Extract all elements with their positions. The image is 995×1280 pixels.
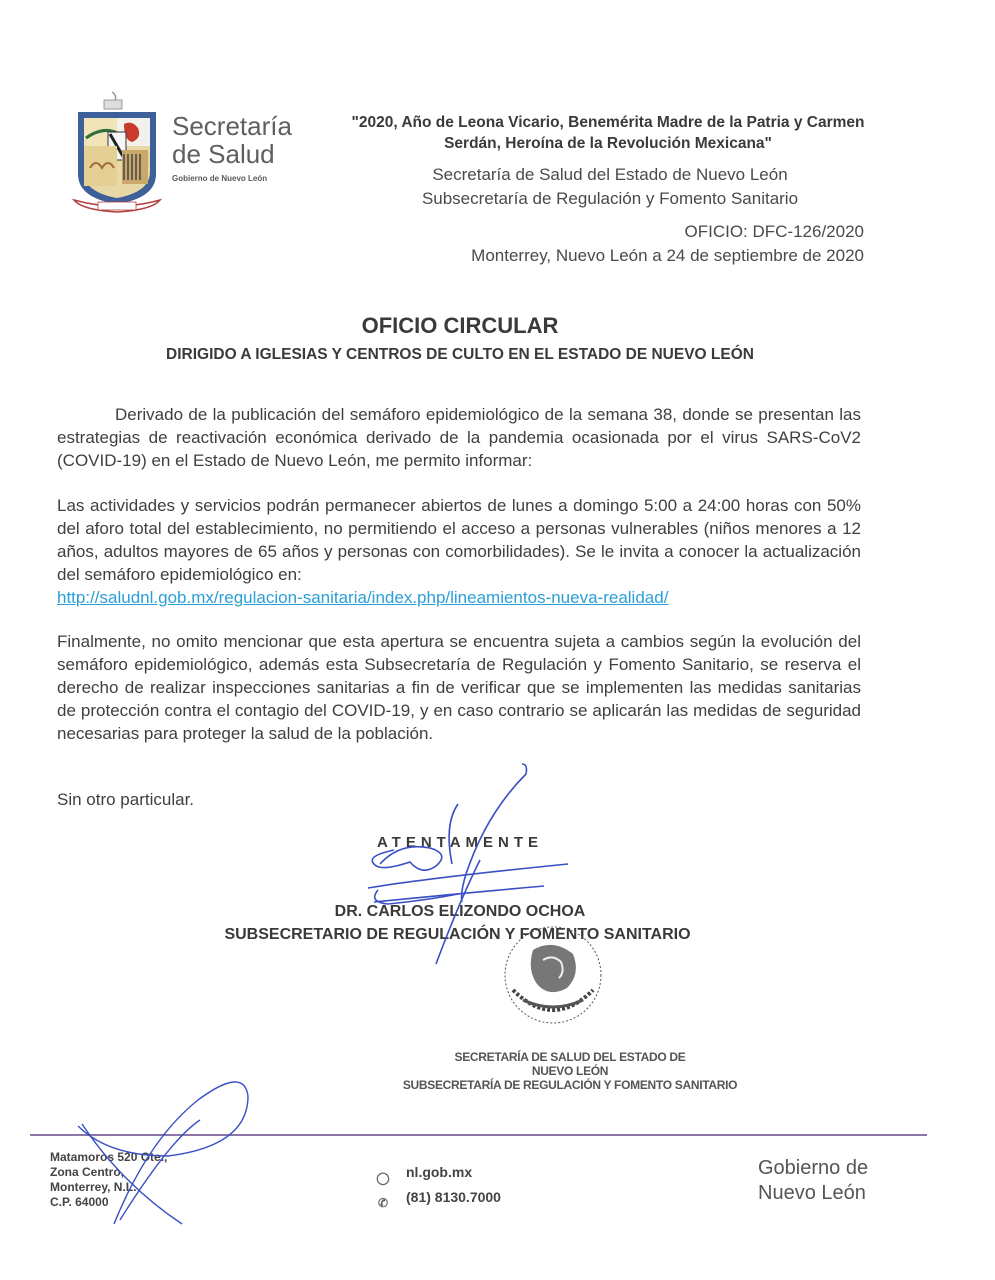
footer-divider bbox=[30, 1134, 927, 1136]
logo-title-line1: Secretaría bbox=[172, 111, 292, 141]
address-line1: Matamoros 520 Ote., bbox=[50, 1150, 168, 1164]
department-line1: Secretaría de Salud del Estado de Nuevo León bbox=[432, 165, 788, 184]
phone-number: (81) 8130.7000 bbox=[406, 1189, 501, 1205]
signer-position: SUBSECRETARIO DE REGULACIÓN Y FOMENTO SANITARIO bbox=[224, 926, 691, 943]
phone-icon: ✆ bbox=[377, 1195, 389, 1210]
address-line4: C.P. 64000 bbox=[50, 1195, 109, 1209]
address-line3: Monterrey, N.L. bbox=[50, 1180, 137, 1194]
guidelines-link[interactable]: http://saludnl.gob.mx/regulacion-sanitaria/index.php/lineamientos-nueva-realidad/ bbox=[57, 588, 669, 607]
office-address bbox=[50, 1150, 167, 1210]
department-heading bbox=[350, 163, 870, 211]
logo-title-line2: de Salud bbox=[172, 139, 275, 169]
motto-line1: "2020, Año de Leona Vicario, Benemérita Madre de la Patria y Carmen bbox=[351, 114, 865, 131]
government-brand bbox=[758, 1156, 868, 1206]
document-subtitle: DIRIGIDO A IGLESIAS Y CENTROS DE CULTO EN EL ESTADO DE NUEVO LEÓN bbox=[166, 346, 754, 363]
health-secretariat-logo-text bbox=[172, 112, 322, 183]
contact-info bbox=[372, 1160, 501, 1210]
phone-row bbox=[372, 1185, 501, 1210]
logo-subtitle: Gobierno de Nuevo León bbox=[172, 174, 268, 183]
salutation: ATENTAMENTE bbox=[376, 834, 544, 851]
oficio-number: OFICIO: DFC-126/2020 bbox=[684, 222, 864, 241]
state-coat-of-arms-logo bbox=[72, 88, 162, 216]
stamp-line1: SECRETARÍA DE SALUD DEL ESTADO DE bbox=[454, 1050, 686, 1064]
paragraph-final: Finalmente, no omito mencionar que esta apertura se encuentra sujeta a cambios según la evolución del semáforo epidemiológico, además esta Subsecretaría de Regulación y Fomento Sanitario, se reserva el derecho de realizar inspecciones sanitarias a fin de verificar que se implementen las medidas sanitarias de protección contra el contagio del COVID-19, y en caso contrario se aplicarán las medidas de seguridad necesarias para proteger la salud de la población. bbox=[57, 632, 861, 743]
website-row bbox=[372, 1160, 501, 1185]
brand-line1: Gobierno de bbox=[758, 1157, 869, 1179]
stamp-line2: NUEVO LEÓN bbox=[531, 1064, 609, 1078]
place-date: Monterrey, Nuevo León a 24 de septiembre de 2020 bbox=[471, 246, 864, 265]
address-line2: Zona Centro, bbox=[50, 1165, 124, 1179]
motto-line2: Serdán, Heroína de la Revolución Mexicana" bbox=[444, 135, 772, 152]
signer-name: DR. CARLOS ELIZONDO OCHOA bbox=[334, 903, 586, 920]
closing-line: Sin otro particular. bbox=[57, 790, 195, 809]
year-motto bbox=[318, 112, 898, 154]
department-line2: Subsecretaría de Regulación y Fomento Sanitario bbox=[421, 189, 799, 208]
national-seal-stamp bbox=[493, 920, 613, 1030]
stamp-line3: SUBSECRETARÍA DE REGULACIÓN Y FOMENTO SANITARIO bbox=[402, 1078, 738, 1092]
paragraph-intro: Derivado de la publicación del semáforo epidemiológico de la semana 38, donde se presentan las estrategias de reactivación económica derivado de la pandemia ocasionada por el virus SARS-CoV2 (COVID-19) en el Estado de Nuevo León, me permito informar: bbox=[57, 405, 861, 470]
document-title: OFICIO CIRCULAR bbox=[361, 313, 559, 338]
document-reference bbox=[471, 220, 864, 268]
institution-stamp-text bbox=[390, 1050, 750, 1092]
globe-icon: ◯ bbox=[376, 1170, 390, 1185]
brand-line2: Nuevo León bbox=[758, 1182, 866, 1204]
paragraph-schedule-text: Las actividades y servicios podrán permanecer abiertos de lunes a domingo 5:00 a 24:00 horas con 50% del aforo total del establecimiento, no permitiendo el acceso a personas vulnerables (niños menores a 12 años, adultos mayores de 65 años y personas con comorbilidades). Se le invita a conocer la actualización del semáforo epidemiológico en: bbox=[57, 496, 861, 584]
website-link[interactable]: nl.gob.mx bbox=[406, 1164, 473, 1180]
paragraph-schedule bbox=[57, 494, 861, 609]
